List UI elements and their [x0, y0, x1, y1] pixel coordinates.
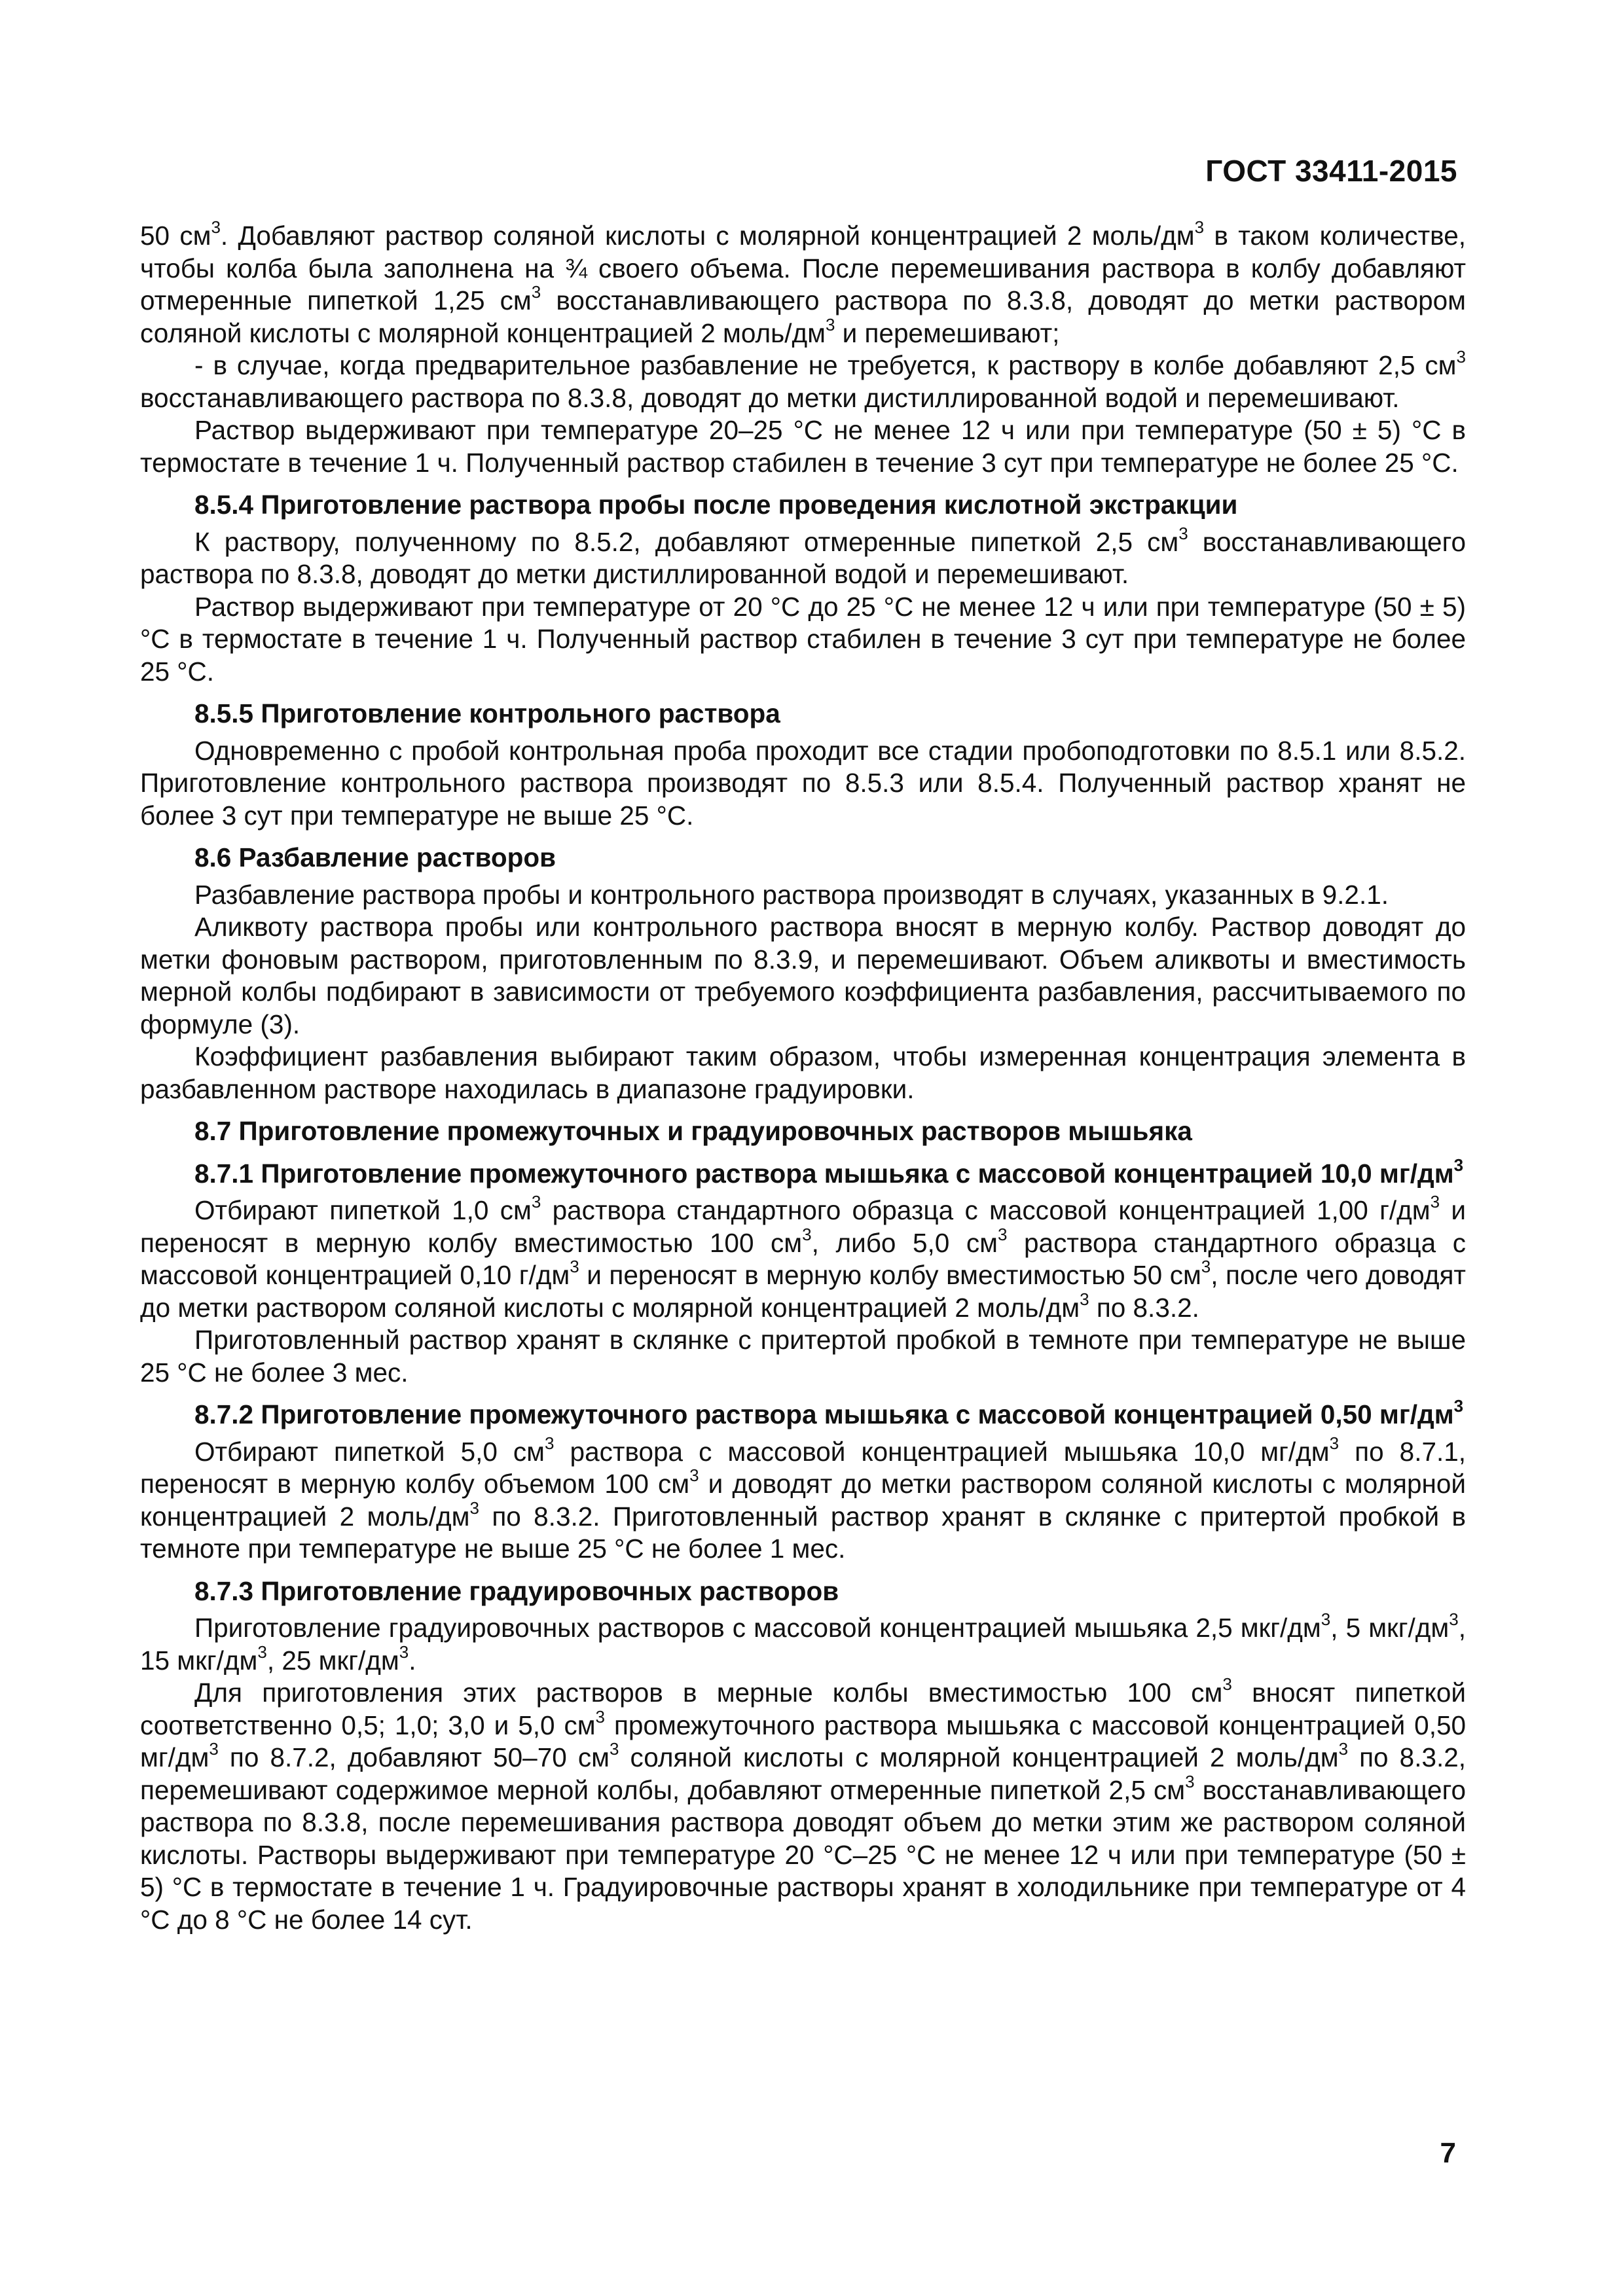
- section-heading-8-7-1: 8.7.1 Приготовление промежуточного раствора мышьяка с массовой концентрацией 10,0 $мг/дм^3$: [194, 1155, 1464, 1189]
- paragraph: Раствор выдерживают при температуре от 20 °C до 25 °C не менее 12 ч или при температуре (50 ± 5) °C в термостате в течение 1 ч. Полученный раствор стабилен в течение 3 сут при температуре не более 25 °C.: [140, 591, 1466, 687]
- section-heading-8-5-5: 8.5.5 Приготовление контрольного раствора: [194, 698, 780, 728]
- section-heading-8-7-2: 8.7.2 Приготовление промежуточного раствора мышьяка с массовой концентрацией 0,50 $мг/дм^3$: [194, 1396, 1464, 1429]
- page-number: 7: [1440, 2137, 1456, 2169]
- paragraph: Коэффициент разбавления выбирают таким образом, чтобы измеренная концентрация элемента в разбавленном растворе находилась в диапазоне градуировки.: [140, 1041, 1466, 1104]
- section-heading-8-7-3: 8.7.3 Приготовление градуировочных растворов: [194, 1575, 839, 1606]
- paragraph: К раствору, полученному по 8.5.2, добавляют отмеренные пипеткой 2,5 $см^3$ восстанавливающего раствора по 8.3.8, доводят до метки дистиллированной водой и перемешивают.: [140, 523, 1466, 589]
- paragraph: Отбирают пипеткой 1,0 $см^3$ раствора стандартного образца с массовой концентрацией 1,00 $г/дм^3$ и переносят в мерную колбу вместимостью 100 $см^3$, либо 5,0 $см^3$ раствора стандартного образца с массовой концентрацией 0,10 $г/дм^3$ и переносят в мерную колбу вместимостью 50 $см^3$, после чего доводят до метки раствором соляной кислоты с молярной концентрацией 2 моль/$дм^3$ по 8.3.2.: [140, 1192, 1466, 1323]
- section-heading-8-5-4: 8.5.4 Приготовление раствора пробы после проведения кислотной экстракции: [194, 490, 1238, 520]
- paragraph: Приготовление градуировочных растворов с массовой концентрацией мышьяка 2,5 мкг/$дм^3$, 5 мкг/$дм^3$, 15 мкг/$дм^3$, 25 мкг/$дм^3$.: [140, 1609, 1466, 1676]
- paragraph: Раствор выдерживают при температуре 20–25 °C не менее 12 ч или при температуре (50 ± 5) °C в термостате в течение 1 ч. Полученный раствор стабилен в течение 3 сут при температуре не более 25 °C.: [140, 415, 1466, 478]
- paragraph: - в случае, когда предварительное разбавление не требуется, к раствору в колбе добавляют 2,5 $см^3$ восстанавливающего раствора по 8.3.8, доводят до метки дистиллированной водой и перемешивают.: [140, 347, 1466, 413]
- document-header-code: ГОСТ 33411-2015: [1205, 154, 1457, 188]
- paragraph: Приготовленный раствор хранят в склянке с притертой пробкой в темноте при температуре не выше 25 °C не более 3 мес.: [140, 1325, 1466, 1388]
- section-heading-8-6: 8.6 Разбавление растворов: [194, 842, 556, 872]
- paragraph: Одновременно с пробой контрольная проба проходит все стадии пробоподготовки по 8.5.1 или 8.5.2. Приготовление контрольного раствора производят по 8.5.3 или 8.5.4. Полученный раствор хранят не более 3 сут при температуре не выше 25 °C.: [140, 735, 1466, 831]
- paragraph: 50 $см^3$. Добавляют раствор соляной кислоты с молярной концентрацией 2 моль/$дм^3$ в таком количестве, чтобы колба была заполнена на ¾ своего объема. После перемешивания раствора в колбу добавляют отмеренные пипеткой 1,25 $см^3$ восстанавливающего раствора по 8.3.8, доводят до метки раствором соляной кислоты с молярной концентрацией 2 моль/$дм^3$ и перемешивают;: [140, 217, 1467, 348]
- paragraph: Аликвоту раствора пробы или контрольного раствора вносят в мерную колбу. Раствор доводят до метки фоновым раствором, приготовленным по 8.3.9, и перемешивают. Объем аликвоты и вместимость мерной колбы подбирают в зависимости от требуемого коэффициента разбавления, рассчитываемого по формуле (3).: [140, 912, 1466, 1039]
- paragraph: Для приготовления этих растворов в мерные колбы вместимостью 100 $см^3$ вносят пипеткой соответственно 0,5; 1,0; 3,0 и 5,0 $см^3$ промежуточного раствора мышьяка с массовой концентрацией 0,50 $мг/дм^3$ по 8.7.2, добавляют 50–70 $см^3$ соляной кислоты с молярной концентрацией 2 моль/$дм^3$ по 8.3.2, перемешивают содержимое мерной колбы, добавляют отмеренные пипеткой 2,5 $см^3$ восстанавливающего раствора по 8.3.8, после перемешивания раствора доводят объем до метки этим же раствором соляной кислоты. Растворы выдерживают при температуре 20 °C–25 °C не менее 12 ч или при температуре (50 ± 5) °C в термостате в течение 1 ч. Градуировочные растворы хранят в холодильнике при температуре от 4 °C до 8 °C не более 14 сут.: [140, 1674, 1467, 1935]
- paragraph: Отбирают пипеткой 5,0 $см^3$ раствора с массовой концентрацией мышьяка 10,0 $мг/дм^3$ по 8.7.1, переносят в мерную колбу объемом 100 $см^3$ и доводят до метки раствором соляной кислоты с молярной концентрацией 2 моль/$дм^3$ по 8.3.2. Приготовленный раствор хранят в склянке с притертой пробкой в темноте при температуре не выше 25 °C не более 1 мес.: [140, 1433, 1467, 1564]
- section-heading-8-7: 8.7 Приготовление промежуточных и градуировочных растворов мышьяка: [194, 1116, 1192, 1146]
- paragraph: Разбавление раствора пробы и контрольного раствора производят в случаях, указанных в 9.2.1.: [194, 879, 1389, 910]
- document-body: [140, 217, 1467, 1936]
